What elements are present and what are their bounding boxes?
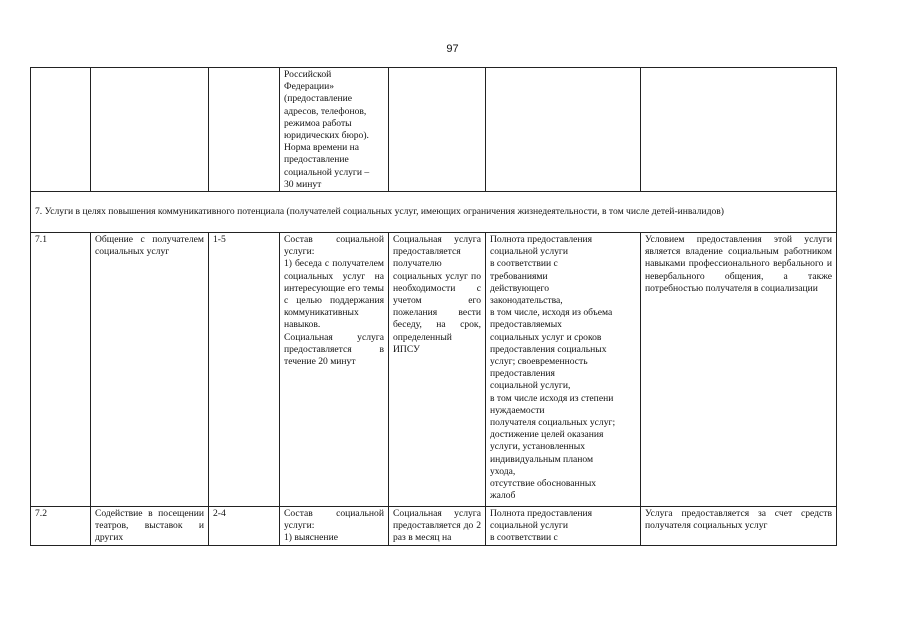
cell-name: Содействие в посещении театров, выставок и других bbox=[91, 507, 209, 546]
table-row bbox=[31, 233, 837, 507]
cell-range: 2-4 bbox=[209, 507, 280, 546]
cell-number: 7.2 bbox=[31, 507, 91, 546]
cell-number bbox=[31, 68, 91, 192]
page-number: 97 bbox=[446, 43, 459, 55]
section-row bbox=[31, 192, 837, 233]
cell-conditions: Условием предоставления этой услуги является владение социальным работником навыками профессионального вербального и невербального общения, а также потребностью получателя в социализации bbox=[641, 233, 837, 507]
cell-content: Состав социальной услуги: 1) беседа с получателем социальных услуг на интересующие его темы с целью поддержания коммуникативных навыков. Социальная услуга предоставляется в течение 20 минут bbox=[280, 233, 389, 507]
cell-quality bbox=[486, 68, 641, 192]
table-row bbox=[31, 68, 837, 192]
cell-content: Российской Федерации» (предоставление адресов, телефонов, режимоа работы юридических бюро). Норма времени на предоставление социальной услуги – 30 минут bbox=[280, 68, 389, 192]
cell-name: Общение с получателем социальных услуг bbox=[91, 233, 209, 507]
cell-quality: Полнота предоставления социальной услуги в соответствии с требованиями действующего законодательства, в том числе, исходя из объема предоставляемых социальных услуг и сроков предоставления социальных услуг; своевременность предоставления социальной услуги, в том числе исходя из степени нуждаемости получателя социальных услуг; достижение целей оказания услуги, установленных индивидуальным планом ухода, отсутствие обоснованных жалоб bbox=[486, 233, 641, 507]
cell-content: Состав социальной услуги: 1) выяснение bbox=[280, 507, 389, 546]
section-title: 7. Услуги в целях повышения коммуникативного потенциала (получателей социальных услуг, имеющих ограничения жизнедеятельности, в том числе детей-инвалидов) bbox=[31, 192, 837, 233]
cell-number: 7.1 bbox=[31, 233, 91, 507]
table-row bbox=[31, 507, 837, 546]
cell-range bbox=[209, 68, 280, 192]
cell-scope: Социальная услуга предоставляется получателю социальных услуг по необходимости с учетом его пожелания вести беседу, на срок, определенный ИПСУ bbox=[389, 233, 486, 507]
services-table bbox=[30, 67, 837, 546]
cell-range: 1-5 bbox=[209, 233, 280, 507]
cell-quality: Полнота предоставления социальной услуги в соответствии с bbox=[486, 507, 641, 546]
cell-conditions: Услуга предоставляется за счет средств получателя социальных услуг bbox=[641, 507, 837, 546]
cell-scope bbox=[389, 68, 486, 192]
cell-name bbox=[91, 68, 209, 192]
cell-scope: Социальная услуга предоставляется до 2 раз в месяц на bbox=[389, 507, 486, 546]
cell-conditions bbox=[641, 68, 837, 192]
